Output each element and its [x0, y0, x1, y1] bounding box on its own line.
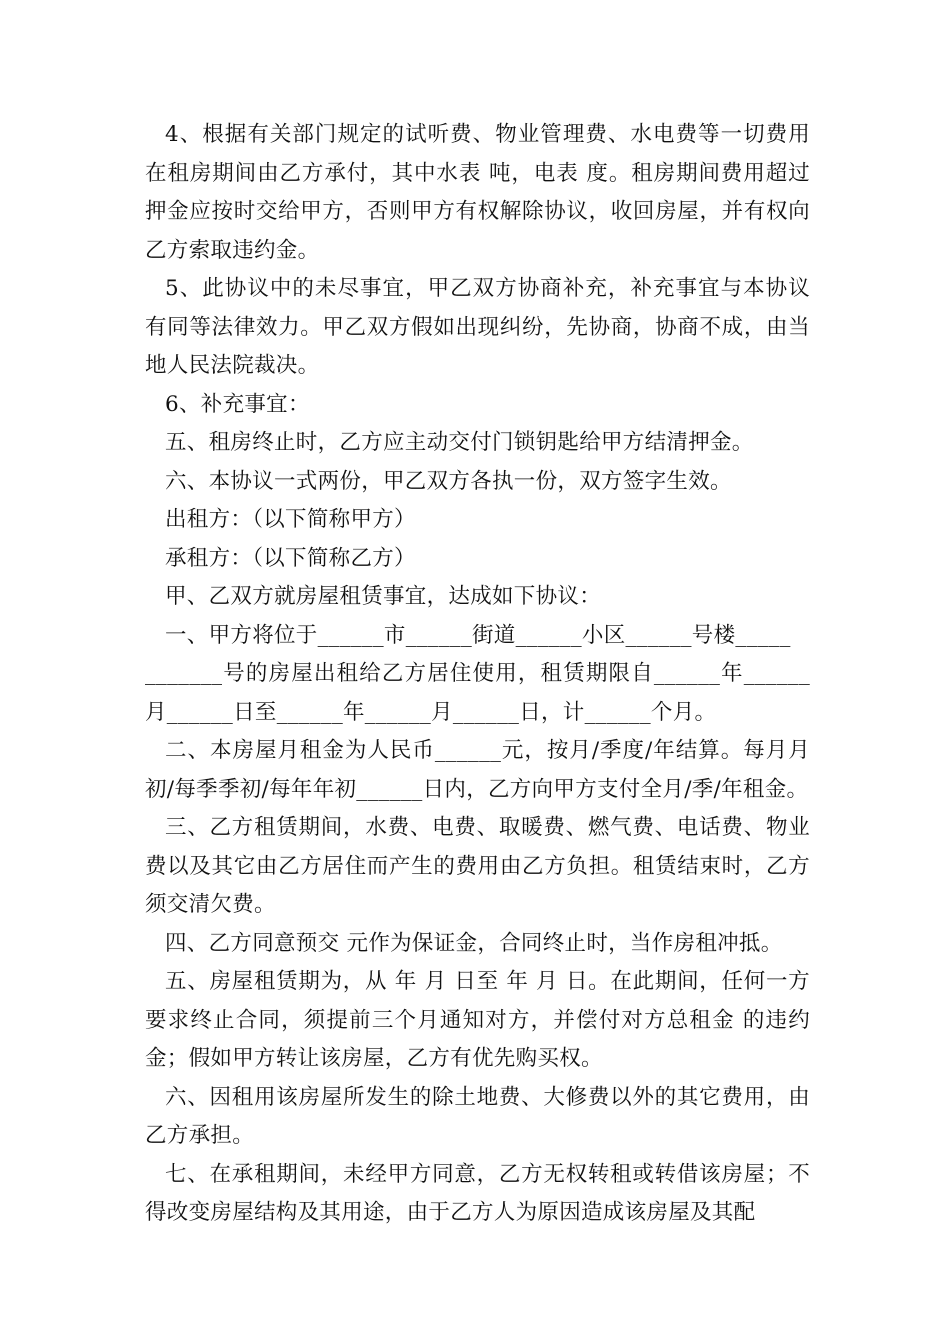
article-5-term: 五、房屋租赁期为，从 年 月 日至 年 月 日。在此期间，任何一方要求终止合同，须提前三个月通知对方，并偿付对方总租金 的违约金；假如甲方转让该房屋，乙方有优先购买权。: [145, 969, 810, 1071]
article-7-sublease: 七、在承租期间，未经甲方同意，乙方无权转租或转借该房屋；不得改变房屋结构及其用途，由于乙方人为原因造成该房屋及其配: [145, 1161, 810, 1225]
article-4-deposit: 四、乙方同意预交 元作为保证金，合同终止时，当作房租冲抵。: [165, 930, 783, 956]
clause-6-supplementary: 6、补充事宜：: [165, 391, 310, 417]
clause-4-utilities: 4、根据有关部门规定的试听费、物业管理费、水电费等一切费用在租房期间由乙方承付，其中水表 吨，电表 度。租房期间费用超过押金应按时交给甲方，否则甲方有权解除协议，收回房屋，并有权向乙方索取违约金。: [145, 122, 810, 263]
article-3-expenses: 三、乙方租赁期间，水费、电费、取暖费、燃气费、电话费、物业费以及其它由乙方居住而产生的费用由乙方负担。租赁结束时，乙方须交清欠费。: [145, 815, 810, 917]
lessor-line: 出租方：（以下简称甲方）: [165, 507, 416, 532]
clause-5-disputes: 5、此协议中的未尽事宜，甲乙双方协商补充，补充事宜与本协议有同等法律效力。甲乙双方假如出现纠纷，先协商，协商不成，由当地人民法院裁决。: [145, 276, 810, 378]
article-6-other-costs: 六、因租用该房屋所发生的除土地费、大修费以外的其它费用，由乙方承担。: [145, 1084, 810, 1148]
document-body: [145, 116, 810, 1233]
article-1-premises: 一、甲方将位于______市______街道______小区______号楼_____ _______号的房屋出租给乙方居住使用，租赁期限自______年______月______日至______年______月______日，计______个月。: [145, 622, 810, 725]
clause-copies: 六、本协议一式两份，甲乙双方各执一份，双方签字生效。: [165, 468, 732, 494]
clause-termination-keys: 五、租房终止时，乙方应主动交付门锁钥匙给甲方结清押金。: [165, 430, 754, 455]
article-2-rent: 二、本房屋月租金为人民币______元，按月/季度/年结算。每月月初/每季季初/每年年初______日内，乙方向甲方支付全月/季/年租金。: [145, 738, 810, 802]
agreement-intro: 甲、乙双方就房屋租赁事宜，达成如下协议：: [165, 584, 602, 609]
lessee-line: 承租方：（以下简称乙方）: [165, 545, 416, 571]
